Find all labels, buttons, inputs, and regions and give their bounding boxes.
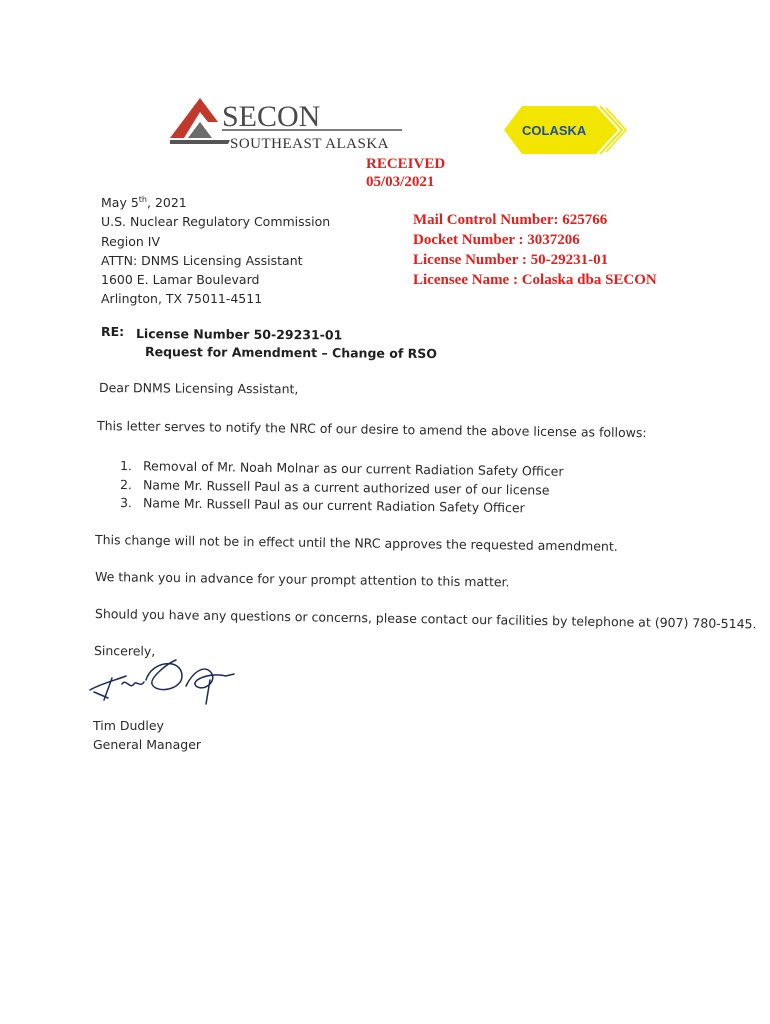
re-subject: Request for Amendment – Change of RSO bbox=[144, 344, 437, 362]
address-line: U.S. Nuclear Regulatory Commission bbox=[101, 214, 331, 230]
colaska-text: COLASKA bbox=[522, 123, 587, 138]
mail-control-block bbox=[413, 210, 657, 290]
license-number: License Number : 50-29231-01 bbox=[413, 252, 609, 268]
list-item: 1. Removal of Mr. Noah Molnar as our current Radiation Safety Officer bbox=[119, 458, 564, 479]
re-license-number: License Number 50-29231-01 bbox=[135, 326, 343, 343]
re-label: RE: bbox=[101, 324, 125, 339]
address-line: ATTN: DNMS Licensing Assistant bbox=[101, 252, 303, 268]
address-line: Region IV bbox=[101, 233, 161, 249]
letter-date: May 5th, 2021 bbox=[101, 194, 187, 210]
contact-paragraph: Should you have any questions or concerns, please contact our facilities by telephone at (907) 780-5145. bbox=[94, 606, 757, 632]
signer-name: Tim Dudley bbox=[93, 718, 164, 733]
colaska-logo bbox=[500, 102, 630, 158]
address-line: 1600 E. Lamar Boulevard bbox=[101, 272, 260, 288]
licensee-name: Licensee Name : Colaska dba SECON bbox=[413, 272, 657, 288]
address-line: Arlington, TX 75011-4511 bbox=[101, 291, 263, 307]
thanks-paragraph: We thank you in advance for your prompt attention to this matter. bbox=[94, 569, 510, 590]
secon-logo bbox=[170, 96, 410, 156]
address-block bbox=[101, 193, 330, 309]
received-stamp: RECEIVED bbox=[366, 156, 446, 172]
intro-paragraph: This letter serves to notify the NRC of our desire to amend the above license as follows: bbox=[96, 418, 647, 441]
signer-title: General Manager bbox=[93, 737, 202, 752]
secon-name: SECON bbox=[222, 100, 321, 133]
salutation: Dear DNMS Licensing Assistant, bbox=[98, 380, 299, 397]
received-date: 05/03/2021 bbox=[366, 174, 435, 190]
mail-control-number: Mail Control Number: 625766 bbox=[413, 212, 608, 228]
list-item: 2. Name Mr. Russell Paul as a current authorized user of our license bbox=[119, 477, 550, 498]
list-item: 3. Name Mr. Russell Paul as our current Radiation Safety Officer bbox=[119, 495, 525, 516]
closing: Sincerely, bbox=[93, 643, 156, 659]
docket-number: Docket Number : 3037206 bbox=[413, 232, 580, 248]
signature bbox=[86, 650, 246, 710]
effect-paragraph: This change will not be in effect until the NRC approves the requested amendment. bbox=[94, 532, 618, 554]
secon-subtitle: SOUTHEAST ALASKA bbox=[230, 136, 389, 152]
